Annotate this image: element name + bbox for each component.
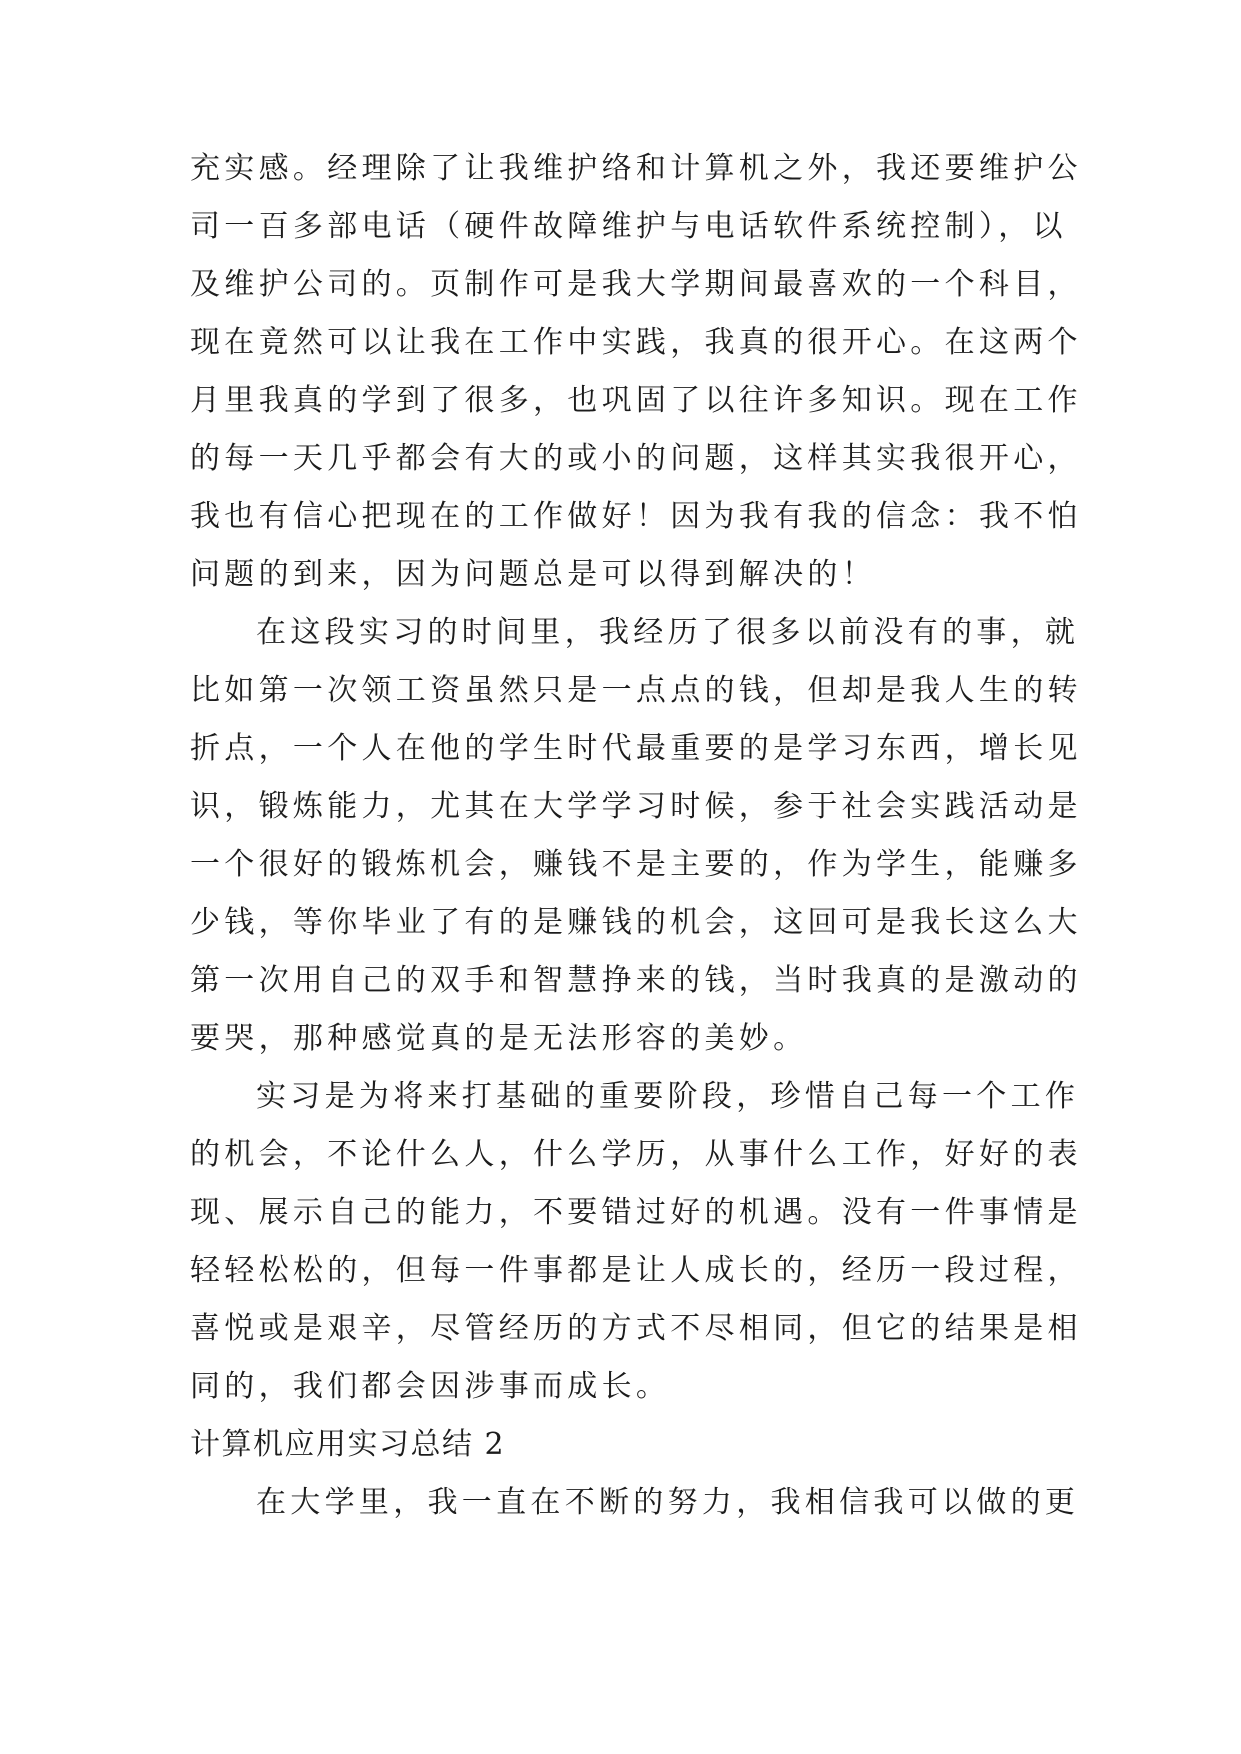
- text-line: 轻轻松松的，但每一件事都是让人成长的，经历一段过程，: [190, 1253, 1082, 1288]
- text-line: 现、展示自己的能力，不要错过好的机遇。没有一件事情是: [190, 1195, 1082, 1230]
- text-line: 我也有信心把现在的工作做好！因为我有我的信念：我不怕: [190, 499, 1082, 534]
- text-line: 的每一天几乎都会有大的或小的问题，这样其实我很开心，: [190, 441, 1082, 476]
- text-line: 在大学里，我一直在不断的努力，我相信我可以做的更: [256, 1485, 1080, 1520]
- text-line: 现在竟然可以让我在工作中实践，我真的很开心。在这两个: [190, 325, 1082, 360]
- text-line: 比如第一次领工资虽然只是一点点的钱，但却是我人生的转: [190, 673, 1082, 708]
- text-line: 识，锻炼能力，尤其在大学学习时候，参于社会实践活动是: [190, 789, 1082, 824]
- text-line: 折点，一个人在他的学生时代最重要的是学习东西，增长见: [190, 731, 1082, 766]
- text-line: 司一百多部电话（硬件故障维护与电话软件系统控制），以: [190, 209, 1067, 244]
- text-line: 同的，我们都会因涉事而成长。: [190, 1369, 671, 1404]
- text-line: 问题的到来，因为问题总是可以得到解决的！: [190, 557, 876, 592]
- text-line: 少钱，等你毕业了有的是赚钱的机会，这回可是我长这么大: [190, 905, 1082, 940]
- text-line: 实习是为将来打基础的重要阶段，珍惜自己每一个工作: [256, 1079, 1080, 1114]
- text-line: 第一次用自己的双手和智慧挣来的钱，当时我真的是激动的: [190, 963, 1082, 998]
- text-line: 的机会，不论什么人，什么学历，从事什么工作，好好的表: [190, 1137, 1082, 1172]
- text-line: 月里我真的学到了很多，也巩固了以往许多知识。现在工作: [190, 383, 1082, 418]
- text-line: 在这段实习的时间里，我经历了很多以前没有的事，就: [256, 615, 1080, 650]
- text-line: 充实感。经理除了让我维护络和计算机之外，我还要维护公: [190, 151, 1082, 186]
- document-body: [190, 140, 1082, 1532]
- text-line: 及维护公司的。页制作可是我大学期间最喜欢的一个科目，: [190, 267, 1082, 302]
- text-line: 喜悦或是艰辛，尽管经历的方式不尽相同，但它的结果是相: [190, 1311, 1082, 1346]
- section-heading: 计算机应用实习总结 2: [190, 1427, 506, 1462]
- text-line: 一个很好的锻炼机会，赚钱不是主要的，作为学生，能赚多: [190, 847, 1082, 882]
- text-line: 要哭，那种感觉真的是无法形容的美妙。: [190, 1021, 808, 1056]
